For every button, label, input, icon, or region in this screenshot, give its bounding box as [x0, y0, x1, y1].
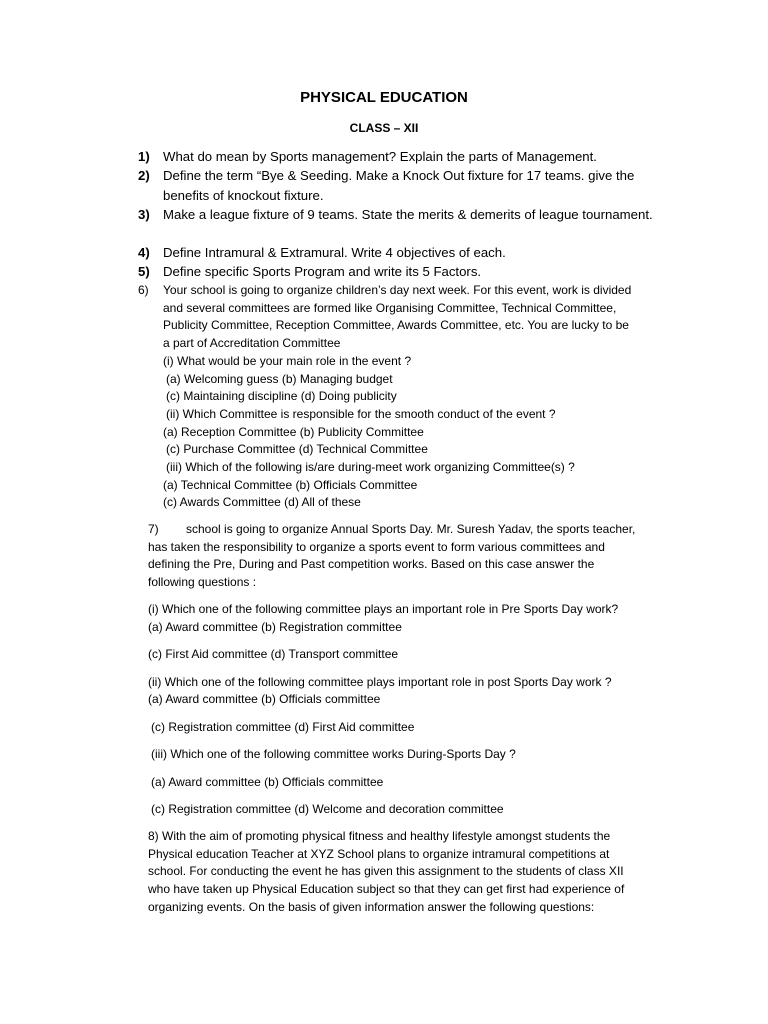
question-7-line: defining the Pre, During and Past competition works. Based on this case answer the	[148, 557, 595, 572]
question-8-line: 8) With the aim of promoting physical fitness and healthy lifestyle amongst students the	[148, 829, 611, 843]
question-7-intro	[148, 521, 678, 593]
question-6-line: Publicity Committee, Reception Committee, Awards Committee, etc. You are lucky to be	[163, 318, 629, 333]
answer-options: (c) First Aid committee (d) Transport committee	[148, 647, 399, 661]
question-8	[148, 828, 678, 918]
question-number: 6)	[138, 283, 149, 297]
question-8-line: organizing events. On the basis of given information answer the following questions:	[148, 899, 595, 914]
answer-options: (c) Awards Committee (d) All of these	[163, 495, 361, 510]
question-text: What do mean by Sports management? Explain the parts of Management.	[163, 149, 597, 164]
question-text: school is going to organize Annual Sports Day. Mr. Suresh Yadav, the sports teacher,	[186, 522, 636, 536]
question-7-line: has taken the responsibility to organize a sports event to form various committees and	[148, 539, 605, 554]
answer-options: (a) Award committee (b) Registration committee	[148, 620, 402, 634]
sub-question: (ii) Which Committee is responsible for the smooth conduct of the event ?	[166, 406, 556, 421]
sub-question: (i) Which one of the following committee plays an important role in Pre Sports Day work?	[148, 602, 619, 616]
question-4	[138, 243, 678, 263]
answer-options: (a) Award committee (b) Officials committee	[151, 775, 384, 789]
question-number: 4)	[138, 245, 150, 260]
page-subtitle: CLASS – XII	[349, 121, 419, 135]
question-number: 2)	[138, 168, 150, 183]
question-text: Define the term “Bye & Seeding. Make a Knock Out fixture for 17 teams. give the benefits of knockout fixture.	[163, 168, 635, 203]
question-number: 1)	[138, 149, 150, 164]
question-text: Define specific Sports Program and write its 5 Factors.	[163, 264, 482, 279]
question-6	[138, 282, 678, 514]
question-5	[138, 262, 678, 282]
question-number: 3)	[138, 207, 150, 222]
answer-options: (c) Purchase Committee (d) Technical Committee	[166, 442, 428, 457]
answer-options: (c) Registration committee (d) First Aid committee	[151, 720, 415, 734]
sub-question: (iii) Which one of the following committee works During-Sports Day ?	[151, 747, 516, 761]
question-number: 7)	[148, 522, 159, 536]
question-1	[138, 147, 678, 167]
answer-options: (c) Registration committee (d) Welcome and decoration committee	[151, 802, 504, 816]
question-text: Make a league fixture of 9 teams. State the merits & demerits of league tournament.	[163, 207, 653, 222]
question-6-line: and several committees are formed like Organising Committee, Technical Committee,	[163, 300, 617, 315]
question-2	[138, 166, 678, 206]
sub-question: (iii) Which of the following is/are during-meet work organizing Committee(s) ?	[166, 460, 575, 475]
page-title: PHYSICAL EDUCATION	[300, 89, 468, 106]
question-number: 5)	[138, 264, 150, 279]
question-6-line: Your school is going to organize children’s day next week. For this event, work is divided	[163, 283, 632, 297]
answer-options: (a) Technical Committee (b) Officials Committee	[163, 477, 418, 492]
question-8-line: who have taken up Physical Education subject so that they can get first had experience of	[148, 882, 625, 897]
question-8-line: Physical education Teacher at XYZ School plans to organize intramural competitions at	[148, 846, 610, 861]
answer-options: (a) Welcoming guess (b) Managing budget	[166, 371, 393, 386]
question-7-line-1	[148, 521, 678, 539]
answer-options: (a) Award committee (b) Officials committee	[148, 692, 381, 706]
question-8-line: school. For conducting the event he has given this assignment to the students of class XII	[148, 864, 624, 879]
question-7-line: following questions :	[148, 575, 257, 590]
sub-question: (i) What would be your main role in the event ?	[163, 353, 412, 368]
question-3	[138, 205, 678, 245]
question-text: Define Intramural & Extramural. Write 4 objectives of each.	[163, 245, 506, 260]
sub-question: (ii) Which one of the following committee plays important role in post Sports Day work ?	[148, 675, 612, 689]
question-6-line: a part of Accreditation Committee	[163, 336, 341, 351]
answer-options: (a) Reception Committee (b) Publicity Committee	[163, 424, 424, 439]
answer-options: (c) Maintaining discipline (d) Doing publicity	[166, 389, 397, 404]
question-6-body	[163, 282, 678, 512]
